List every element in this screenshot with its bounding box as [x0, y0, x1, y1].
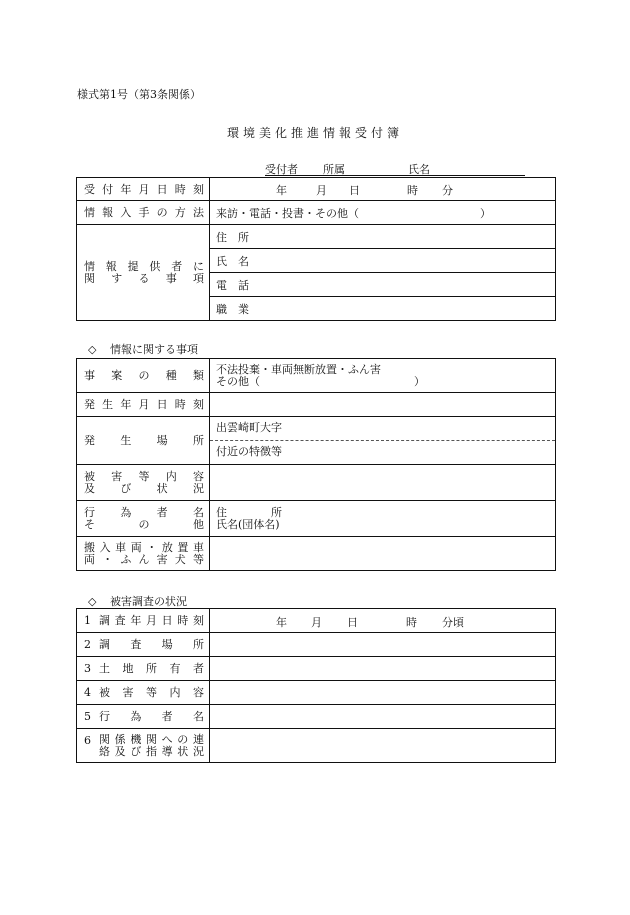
place-line2: 付近の特徴等 [216, 445, 282, 458]
document-title: 環境美化推進情報受付簿 [226, 126, 403, 140]
survey-label-cell-5 [77, 705, 210, 729]
survey-unit-minute: 分頃 [442, 615, 464, 629]
actor-address-label: 住 所 [216, 505, 282, 519]
place-label-cell [77, 417, 210, 465]
section1-heading-text: 情報に関する事項 [109, 343, 198, 356]
unit-hour: 時 [407, 184, 418, 197]
survey-row-1 [77, 609, 556, 633]
occurred-at-value[interactable] [210, 393, 556, 417]
received-at-units [210, 182, 555, 196]
vehicle-value[interactable] [210, 537, 556, 571]
survey-row-4 [77, 681, 556, 705]
diamond-icon: ◇ [88, 343, 97, 356]
actor-label-line1: 行 為 者 名 [84, 505, 204, 519]
survey-datetime-value[interactable] [210, 609, 556, 633]
case-type-value[interactable] [210, 359, 556, 393]
damage-value[interactable] [210, 465, 556, 501]
provider-job-field[interactable]: 職 業 [210, 297, 556, 321]
diamond-icon: ◇ [88, 595, 97, 608]
case-type-label-cell [77, 359, 210, 393]
receiver-line [265, 161, 525, 176]
survey-num-3: 3 [84, 662, 91, 675]
method-row [77, 201, 556, 225]
survey-label-cell-4 [77, 681, 210, 705]
receiver-label: 受付者 [265, 163, 298, 176]
survey-label-cell-3 [77, 657, 210, 681]
survey-row-5 [77, 705, 556, 729]
actor-label-cell [77, 501, 210, 537]
place-value[interactable] [210, 417, 556, 465]
survey-datetime-units [210, 614, 555, 628]
vehicle-label-line2: 両 ・ ふ ん 害 犬 等 [84, 552, 204, 566]
occurred-at-label-cell [77, 393, 210, 417]
occurred-at-label: 発 生 年 月 日 時 刻 [84, 398, 204, 411]
survey-actor-value[interactable] [210, 705, 556, 729]
info-table [76, 358, 556, 571]
survey-unit-hour: 時 [406, 615, 417, 629]
provider-row-address [77, 225, 556, 249]
damage-label-cell [77, 465, 210, 501]
received-at-label: 受 付 年 月 日 時 刻 [84, 182, 204, 196]
place-line1: 出雲崎町大字 [210, 417, 555, 441]
case-type-line1: 不法投棄・車両無断放置・ふん害 [216, 362, 381, 376]
case-type-line2: その他（ ） [216, 374, 425, 388]
case-type-row [77, 359, 556, 393]
survey-label-cell-6 [77, 729, 210, 763]
receiver-name-label: 氏名 [408, 163, 430, 176]
survey-label-cell-2 [77, 633, 210, 657]
survey-place-value[interactable] [210, 633, 556, 657]
survey-num-6: 6 [84, 733, 91, 747]
unit-minute: 分 [442, 184, 453, 197]
survey-unit-day: 日 [347, 615, 358, 629]
survey-label-6-line2: 絡 及 び 指 導 状 況 [99, 744, 204, 758]
damage-label-line2: 及 び 状 況 [84, 481, 204, 495]
provider-label-cell [77, 225, 210, 321]
case-type-label: 事 案 の 種 類 [84, 369, 204, 382]
survey-label-2: 調 査 場 所 [99, 638, 204, 651]
unit-year: 年 [276, 184, 287, 197]
provider-name-field[interactable]: 氏 名 [210, 249, 556, 273]
survey-table [76, 608, 556, 763]
received-at-label-cell [77, 178, 210, 201]
actor-label-line2: そ の 他 [84, 517, 204, 531]
received-at-row [77, 178, 556, 201]
section1-heading [88, 341, 198, 357]
method-value[interactable]: 来訪・電話・投書・その他（ ） [210, 201, 556, 225]
damage-label-line1: 被 害 等 内 容 [84, 469, 204, 483]
survey-label-5: 行 為 者 名 [99, 710, 204, 723]
survey-damage-value[interactable] [210, 681, 556, 705]
occurred-at-row [77, 393, 556, 417]
method-label: 情 報 入 手 の 方 法 [84, 206, 204, 219]
survey-num-2: 2 [84, 638, 91, 651]
method-label-cell [77, 201, 210, 225]
survey-label-1: 調 査 年 月 日 時 刻 [99, 614, 204, 627]
survey-num-4: 4 [84, 686, 91, 699]
survey-row-2 [77, 633, 556, 657]
survey-label-cell-1 [77, 609, 210, 633]
survey-label-4: 被 害 等 内 容 [99, 686, 204, 699]
survey-owner-value[interactable] [210, 657, 556, 681]
survey-num-1: 1 [84, 614, 91, 627]
provider-label-line1: 情 報 提 供 者 に [84, 259, 204, 273]
vehicle-row [77, 537, 556, 571]
actor-row [77, 501, 556, 537]
vehicle-label-cell [77, 537, 210, 571]
survey-label-3: 土 地 所 有 者 [99, 662, 204, 675]
unit-day: 日 [349, 184, 360, 197]
section2-heading [88, 593, 187, 609]
receiver-affiliation-label: 所属 [323, 163, 345, 176]
damage-row [77, 465, 556, 501]
survey-unit-month: 月 [311, 615, 322, 629]
actor-value[interactable] [210, 501, 556, 537]
survey-label-6-line1: 関 係 機 関 へ の 連 [99, 732, 204, 746]
survey-row-3 [77, 657, 556, 681]
provider-address-field[interactable]: 住 所 [210, 225, 556, 249]
survey-liaison-value[interactable] [210, 729, 556, 763]
actor-name-label: 氏名(団体名) [216, 517, 280, 531]
survey-row-6 [77, 729, 556, 763]
form-code: 様式第1号（第3条関係） [77, 88, 201, 101]
section2-heading-text: 被害調査の状況 [109, 595, 187, 608]
survey-num-5: 5 [84, 710, 91, 723]
vehicle-label-line1: 搬 入 車 両 ・ 放 置 車 [84, 540, 204, 554]
survey-unit-year: 年 [276, 615, 287, 629]
reception-table [76, 177, 556, 321]
received-at-value-cell[interactable] [210, 178, 556, 201]
place-label: 発 生 場 所 [84, 434, 204, 447]
place-row [77, 417, 556, 465]
provider-phone-field[interactable]: 電 話 [210, 273, 556, 297]
provider-label-line2: 関 す る 事 項 [84, 271, 204, 285]
unit-month: 月 [316, 184, 327, 197]
